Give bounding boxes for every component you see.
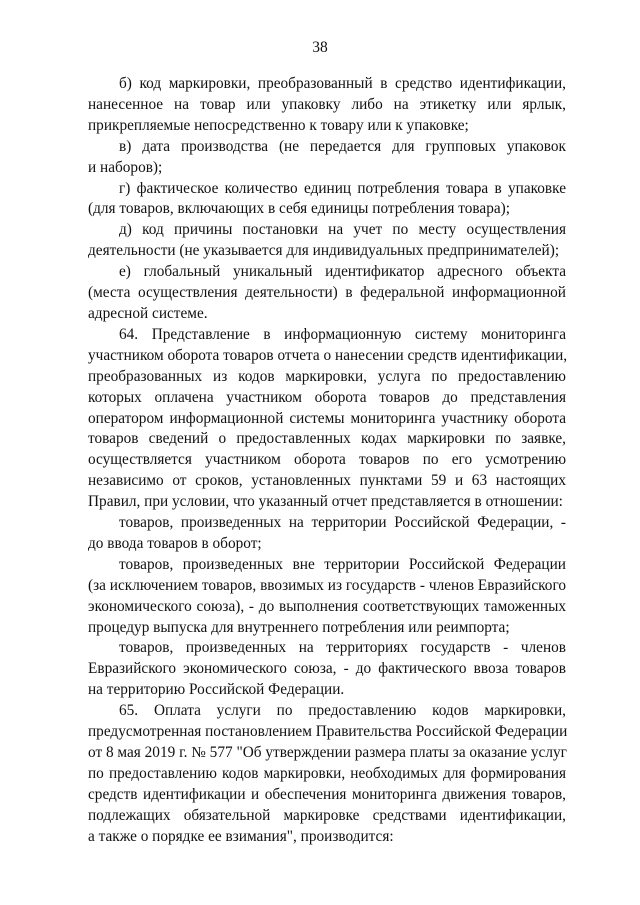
text-line: Правил, при условии, что указанный отчет представляется в отношении: — [88, 493, 563, 511]
paragraph-item-d — [88, 220, 566, 262]
text-line: прикрепляемые непосредственно к товару или к упаковке; — [88, 116, 469, 134]
text-line: на территорию Российской Федерации. — [88, 681, 345, 699]
text-line: г) фактическое количество единиц потребления товара в упаковке — [119, 179, 566, 197]
text-line: б) код маркировки, преобразованный в средство идентификации, — [119, 75, 566, 92]
text-line: (за исключением товаров, ввозимых из государств - членов Евразийского — [88, 576, 566, 594]
text-line: которых оплачена участником оборота товаров до представления — [88, 388, 566, 406]
paragraph-item-e — [88, 262, 566, 325]
paragraph-case-3 — [88, 638, 566, 701]
text-line: товаров, произведенных вне территории Российской Федерации — [119, 555, 566, 573]
text-line: нанесенное на товар или упаковку либо на этикетку или ярлык, — [88, 95, 566, 113]
text-line: (для товаров, включающих в себя единицы потребления товара); — [88, 200, 510, 218]
text-line: д) код причины постановки на учет по месту осуществления — [119, 221, 566, 239]
text-line: участником оборота товаров отчета о нанесении средств идентификации, — [88, 346, 568, 364]
text-line: предусмотренная постановлением Правительства Российской Федерации — [88, 723, 568, 741]
paragraph-case-2 — [88, 555, 566, 639]
text-line: до ввода товаров в оборот; — [88, 534, 262, 552]
paragraph-item-b — [88, 74, 566, 137]
text-line: адресной системе. — [88, 304, 208, 322]
text-line: осуществляется участником оборота товаров по его усмотрению — [88, 451, 566, 469]
page-number: 38 — [312, 39, 328, 56]
text-line: Евразийского экономического союза, - до фактического ввоза товаров — [88, 660, 566, 678]
paragraph-section-64 — [88, 325, 566, 513]
text-line: 64. Представление в информационную систему мониторинга — [119, 325, 566, 343]
text-line: деятельности (не указывается для индивидуальных предпринимателей); — [88, 242, 560, 260]
text-line: товаров сведений о предоставленных кодах маркировки по заявке, — [88, 430, 566, 448]
text-line: независимо от сроков, установленных пунктами 59 и 63 настоящих — [88, 472, 566, 490]
paragraph-section-65 — [88, 701, 566, 847]
text-line: товаров, произведенных на территории Российской Федерации, - — [119, 514, 566, 532]
text-line: от 8 мая 2019 г. № 577 "Об утверждении размера платы за оказание услуг — [88, 744, 567, 761]
text-line: (места осуществления деятельности) в федеральной информационной — [88, 284, 566, 302]
text-line: товаров, произведенных на территориях государств - членов — [119, 639, 566, 657]
text-line: и наборов); — [88, 158, 163, 176]
paragraph-item-v — [88, 137, 566, 179]
text-line: подлежащих обязательной маркировке средствами идентификации, — [88, 806, 566, 824]
paragraph-case-1 — [88, 513, 566, 555]
text-line: по предоставлению кодов маркировки, необходимых для формирования — [88, 764, 566, 782]
text-line: экономического союза), - до выполнения соответствующих таможенных — [88, 597, 566, 615]
text-line: а также о порядке ее взимания", производится: — [88, 827, 394, 845]
text-line: преобразованных из кодов маркировки, услуга по предоставлению — [88, 367, 566, 385]
text-line: процедур выпуска для внутреннего потребления или реимпорта; — [88, 618, 510, 636]
text-line: оператором информационной системы мониторинга участнику оборота — [88, 409, 566, 427]
text-line: 65. Оплата услуги по предоставлению кодов маркировки, — [119, 702, 566, 720]
paragraph-item-g — [88, 179, 566, 221]
document-body — [88, 74, 566, 848]
text-line: средств идентификации и обеспечения мониторинга движения товаров, — [88, 785, 566, 803]
text-line: е) глобальный уникальный идентификатор адресного объекта — [119, 263, 566, 281]
text-line: в) дата производства (не передается для групповых упаковок — [119, 137, 566, 155]
